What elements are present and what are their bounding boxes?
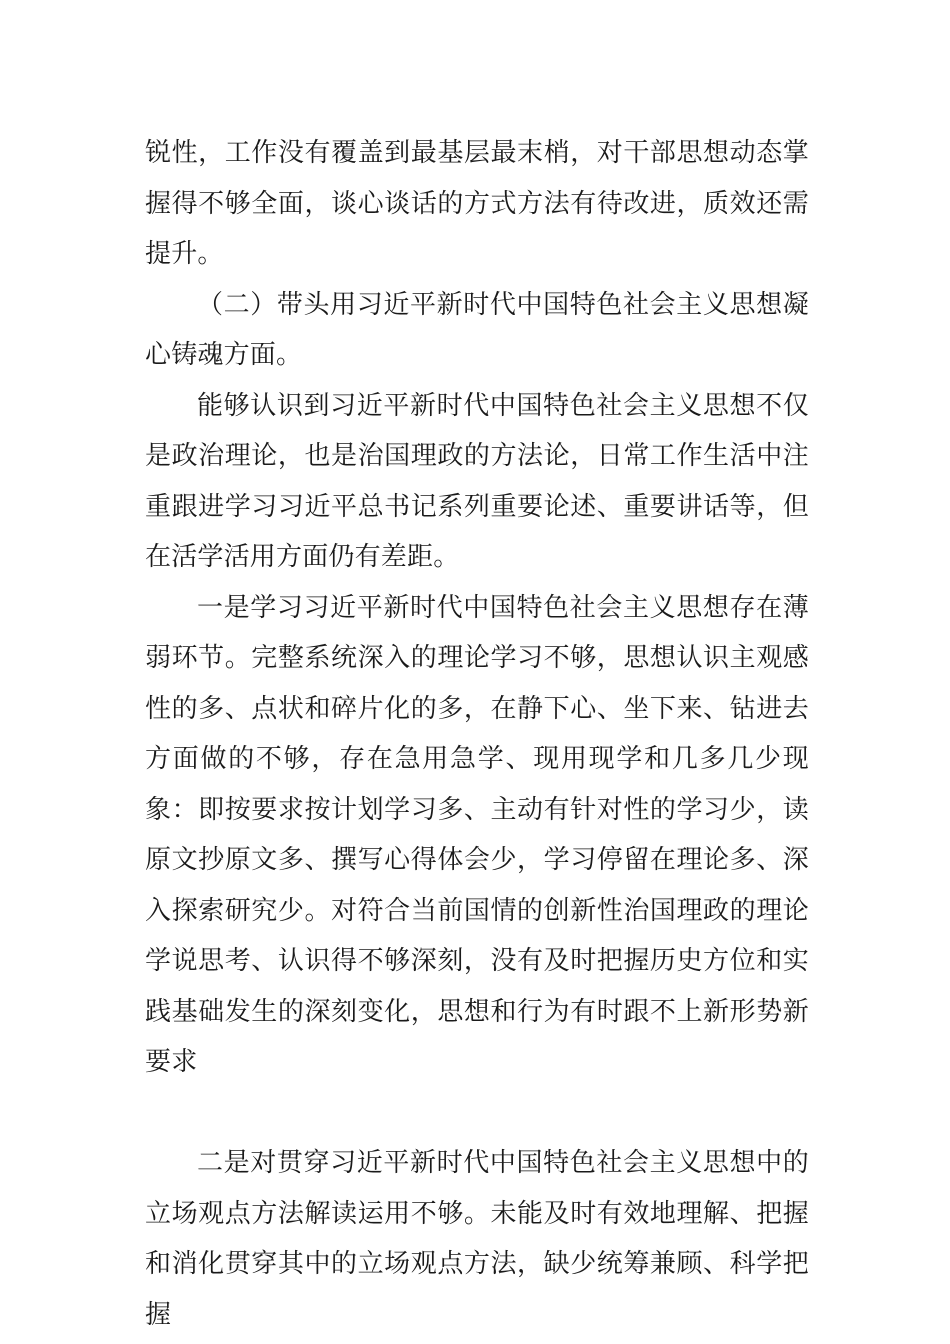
paragraph-point-two: 二是对贯穿习近平新时代中国特色社会主义思想中的立场观点方法解读运用不够。未能及时有效地理解、把握和消化贯穿其中的立场观点方法，缺少统筹兼顾、科学把握 (145, 1148, 809, 1330)
document-body (145, 128, 809, 1340)
paragraph-continuation: 锐性，工作没有覆盖到最基层最末梢，对干部思想动态掌握得不够全面，谈心谈话的方式方法有待改进，质效还需提升。 (145, 138, 809, 269)
paragraph-intro: 能够认识到习近平新时代中国特色社会主义思想不仅是政治理论，也是治国理政的方法论，日常工作生活中注重跟进学习习近平总书记系列重要论述、重要讲话等，但在活学活用方面仍有差距。 (145, 390, 809, 572)
section-heading: （二）带头用习近平新时代中国特色社会主义思想凝心铸魂方面。 (145, 289, 809, 370)
paragraph-point-one: 一是学习习近平新时代中国特色社会主义思想存在薄弱环节。完整系统深入的理论学习不够，思想认识主观感性的多、点状和碎片化的多，在静下心、坐下来、钻进去方面做的不够，存在急用急学、现用现学和几多几少现象：即按要求按计划学习多、主动有针对性的学习少，读原文抄原文多、撰写心得体会少，学习停留在理论多、深入探索研究少。对符合当前国情的创新性治国理政的理论学说思考、认识得不够深刻，没有及时把握历史方位和实践基础发生的深刻变化，思想和行为有时跟不上新形势新要求 (145, 592, 809, 1077)
paragraph-gap (145, 1088, 809, 1139)
